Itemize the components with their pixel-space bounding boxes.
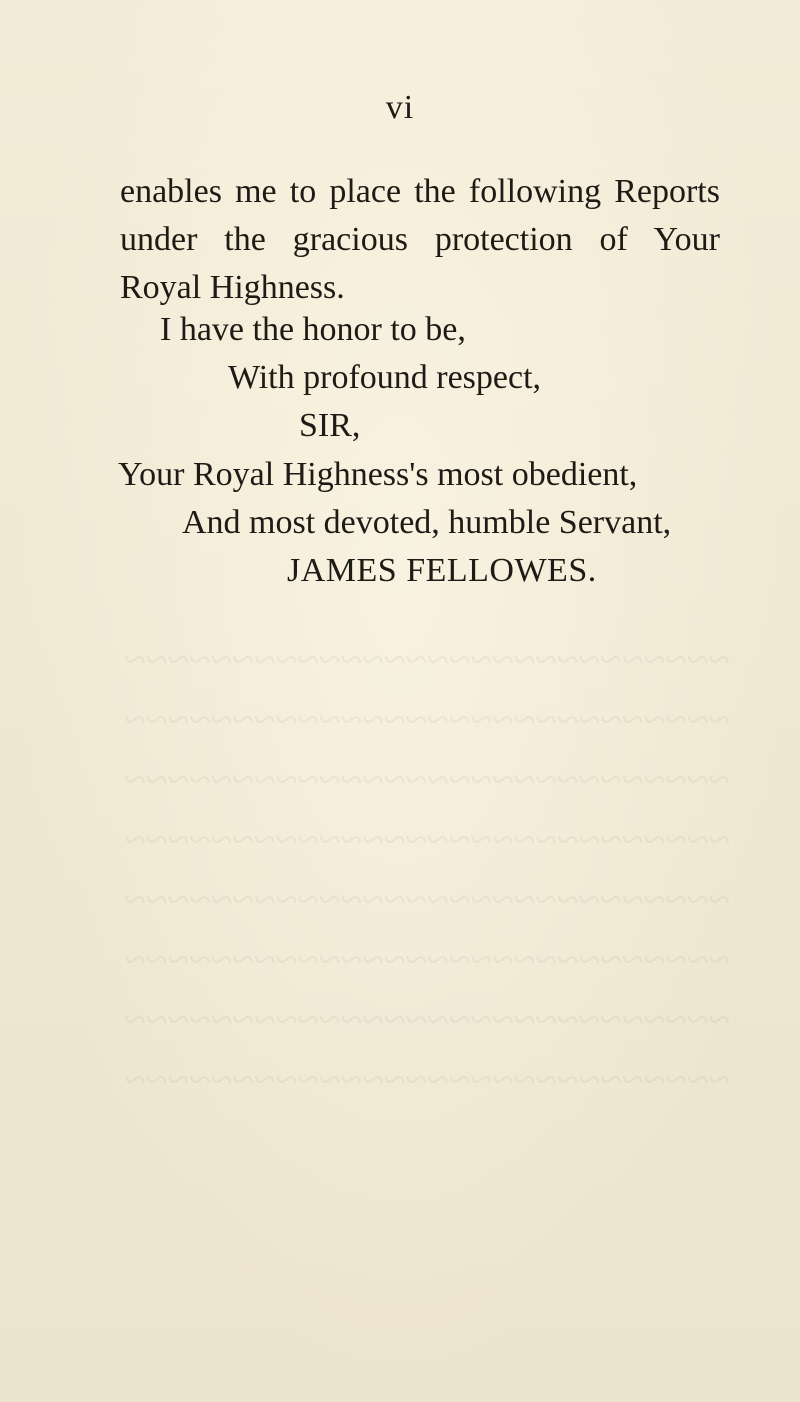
page-number: vi [385,89,415,126]
closing-line-honor: I have the honor to be, [160,311,466,348]
paragraph-line-3: Royal Highness. [120,269,345,306]
paragraph-line-1: enables me to place the following Reports [120,173,720,210]
paragraph-line-2: under the gracious protection of Your [120,221,720,258]
signature: JAMES FELLOWES. [287,552,597,589]
closing-salutation: SIR, [299,407,361,444]
closing-line-servant: And most devoted, humble Servant, [182,504,672,541]
closing-line-obedient: Your Royal Highness's most obedient, [118,456,638,493]
bleed-through-texture: ~~~~~~~~~~~~~~~~~~~~~~~~~~~~ ~~~~~~~~~~~~~~~~~~~~~~~~~~~~ ~~~~~~~~~~~~~~~~~~~~~~~~~~~~ ~~~~~~~~~~~~~~~~~~~~~~~~~~~~ ~~~~~~~~~~~~~~~~~~~~~~~~~~~~ ~~~~~~~~~~~~~~~~~~~~~~~~~~~~ ~~~~~~~~~~~~~~~~~~~~~~~~~~~~ ~~~~~~~~~~~~~~~~~~~~~~~~~~~~ [124,637,730,1102]
paragraph [120,168,720,312]
closing-line-respect: With profound respect, [228,359,542,396]
